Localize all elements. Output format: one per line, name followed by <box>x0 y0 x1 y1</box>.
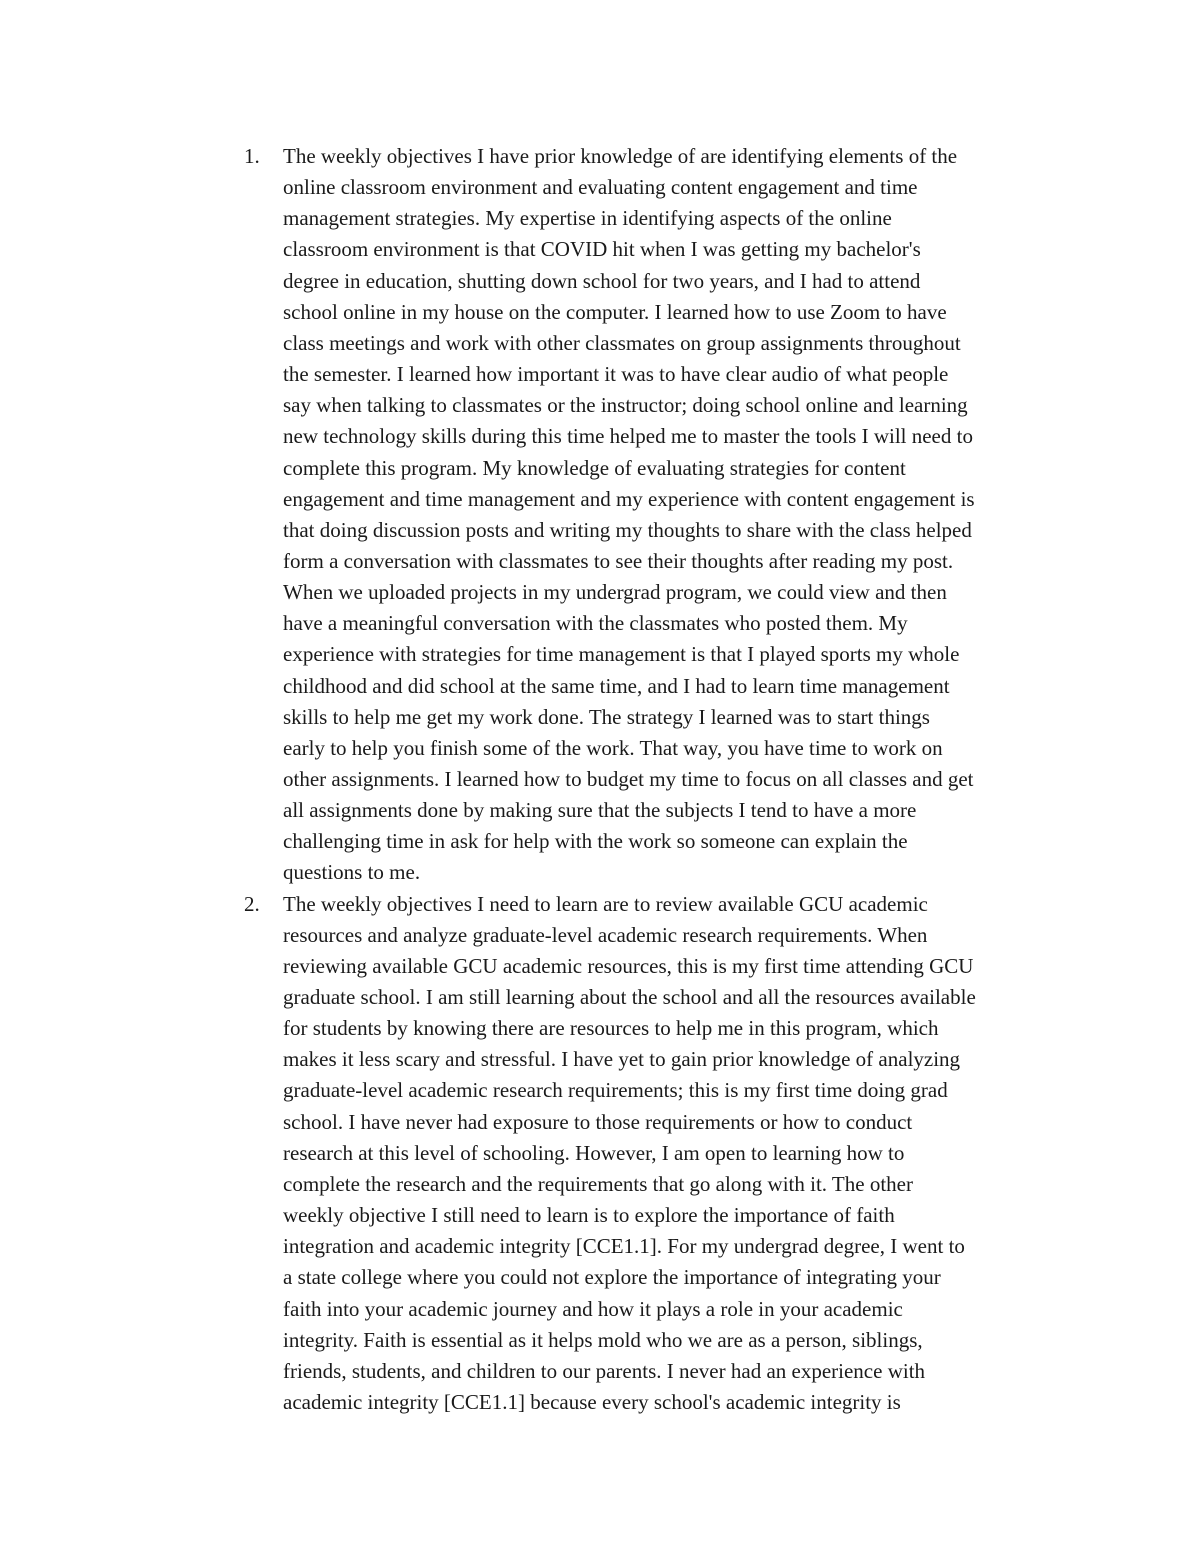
paragraph-line: complete this program. My knowledge of evaluating strategies for content <box>283 455 906 480</box>
paragraph-line: school. I have never had exposure to those requirements or how to conduct <box>283 1109 913 1134</box>
paragraph-line: say when talking to classmates or the instructor; doing school online and learning <box>283 393 968 418</box>
paragraph-line: reviewing available GCU academic resources, this is my first time attending GCU <box>283 953 974 978</box>
paragraph-line: integration and academic integrity [CCE1.1]. For my undergrad degree, I went to <box>283 1234 965 1259</box>
paragraph-line: challenging time in ask for help with the work so someone can explain the <box>283 829 908 854</box>
paragraph-line: resources and analyze graduate-level academic research requirements. When <box>283 922 928 947</box>
paragraph-line: faith into your academic journey and how it plays a role in your academic <box>283 1296 903 1321</box>
paragraph-line: weekly objective I still need to learn is to explore the importance of faith <box>283 1203 895 1228</box>
paragraph-line: friends, students, and children to our parents. I never had an experience with <box>283 1358 926 1383</box>
paragraph-line: academic integrity [CCE1.1] because every school's academic integrity is <box>283 1389 901 1414</box>
paragraph-line: graduate school. I am still learning about the school and all the resources available <box>283 985 976 1010</box>
paragraph-line: skills to help me get my work done. The strategy I learned was to start things <box>283 704 930 729</box>
paragraph-line: experience with strategies for time management is that I played sports my whole <box>283 642 960 667</box>
paragraph-line: early to help you finish some of the work. That way, you have time to work on <box>283 735 943 760</box>
paragraph-line: degree in education, shutting down school for two years, and I had to attend <box>283 268 921 293</box>
paragraph-line: online classroom environment and evaluating content engagement and time <box>283 175 918 200</box>
paragraph-line: a state college where you could not explore the importance of integrating your <box>283 1265 941 1290</box>
list-item-number: 2. <box>244 891 260 916</box>
paragraph-line: questions to me. <box>283 860 421 885</box>
paragraph-line: class meetings and work with other classmates on group assignments throughout <box>283 330 961 355</box>
paragraph-line: all assignments done by making sure that the subjects I tend to have a more <box>283 798 917 823</box>
paragraph-line: new technology skills during this time helped me to master the tools I will need to <box>283 424 973 449</box>
paragraph-line: integrity. Faith is essential as it helps mold who we are as a person, siblings, <box>283 1327 923 1352</box>
paragraph-line: management strategies. My expertise in identifying aspects of the online <box>283 206 892 231</box>
paragraph-line: graduate-level academic research requirements; this is my first time doing grad <box>283 1078 948 1103</box>
paragraph-line: classroom environment is that COVID hit when I was getting my bachelor's <box>283 237 921 262</box>
paragraph-line: the semester. I learned how important it was to have clear audio of what people <box>283 362 949 387</box>
list-item-number: 1. <box>244 144 260 168</box>
paragraph-line: The weekly objectives I have prior knowledge of are identifying elements of the <box>283 144 958 168</box>
paragraph-line: engagement and time management and my experience with content engagement is <box>283 486 975 511</box>
paragraph-line: have a meaningful conversation with the classmates who posted them. My <box>283 611 908 636</box>
paragraph-line: that doing discussion posts and writing my thoughts to share with the class helped <box>283 517 972 542</box>
paragraph-line: complete the research and the requirements that go along with it. The other <box>283 1171 913 1196</box>
paragraph-line: childhood and did school at the same time, and I had to learn time management <box>283 673 950 698</box>
paragraph-line: research at this level of schooling. However, I am open to learning how to <box>283 1140 905 1165</box>
paragraph-line: other assignments. I learned how to budget my time to focus on all classes and get <box>283 767 974 791</box>
paragraph-line: The weekly objectives I need to learn are to review available GCU academic <box>283 891 928 916</box>
paragraph-line: makes it less scary and stressful. I have yet to gain prior knowledge of analyzing <box>283 1047 961 1072</box>
paragraph-line: for students by knowing there are resources to help me in this program, which <box>283 1016 939 1041</box>
paragraph-line: form a conversation with classmates to see their thoughts after reading my post. <box>283 548 954 573</box>
paragraph-line: school online in my house on the computer. I learned how to use Zoom to have <box>283 299 947 324</box>
paragraph-line: When we uploaded projects in my undergrad program, we could view and then <box>283 580 947 605</box>
